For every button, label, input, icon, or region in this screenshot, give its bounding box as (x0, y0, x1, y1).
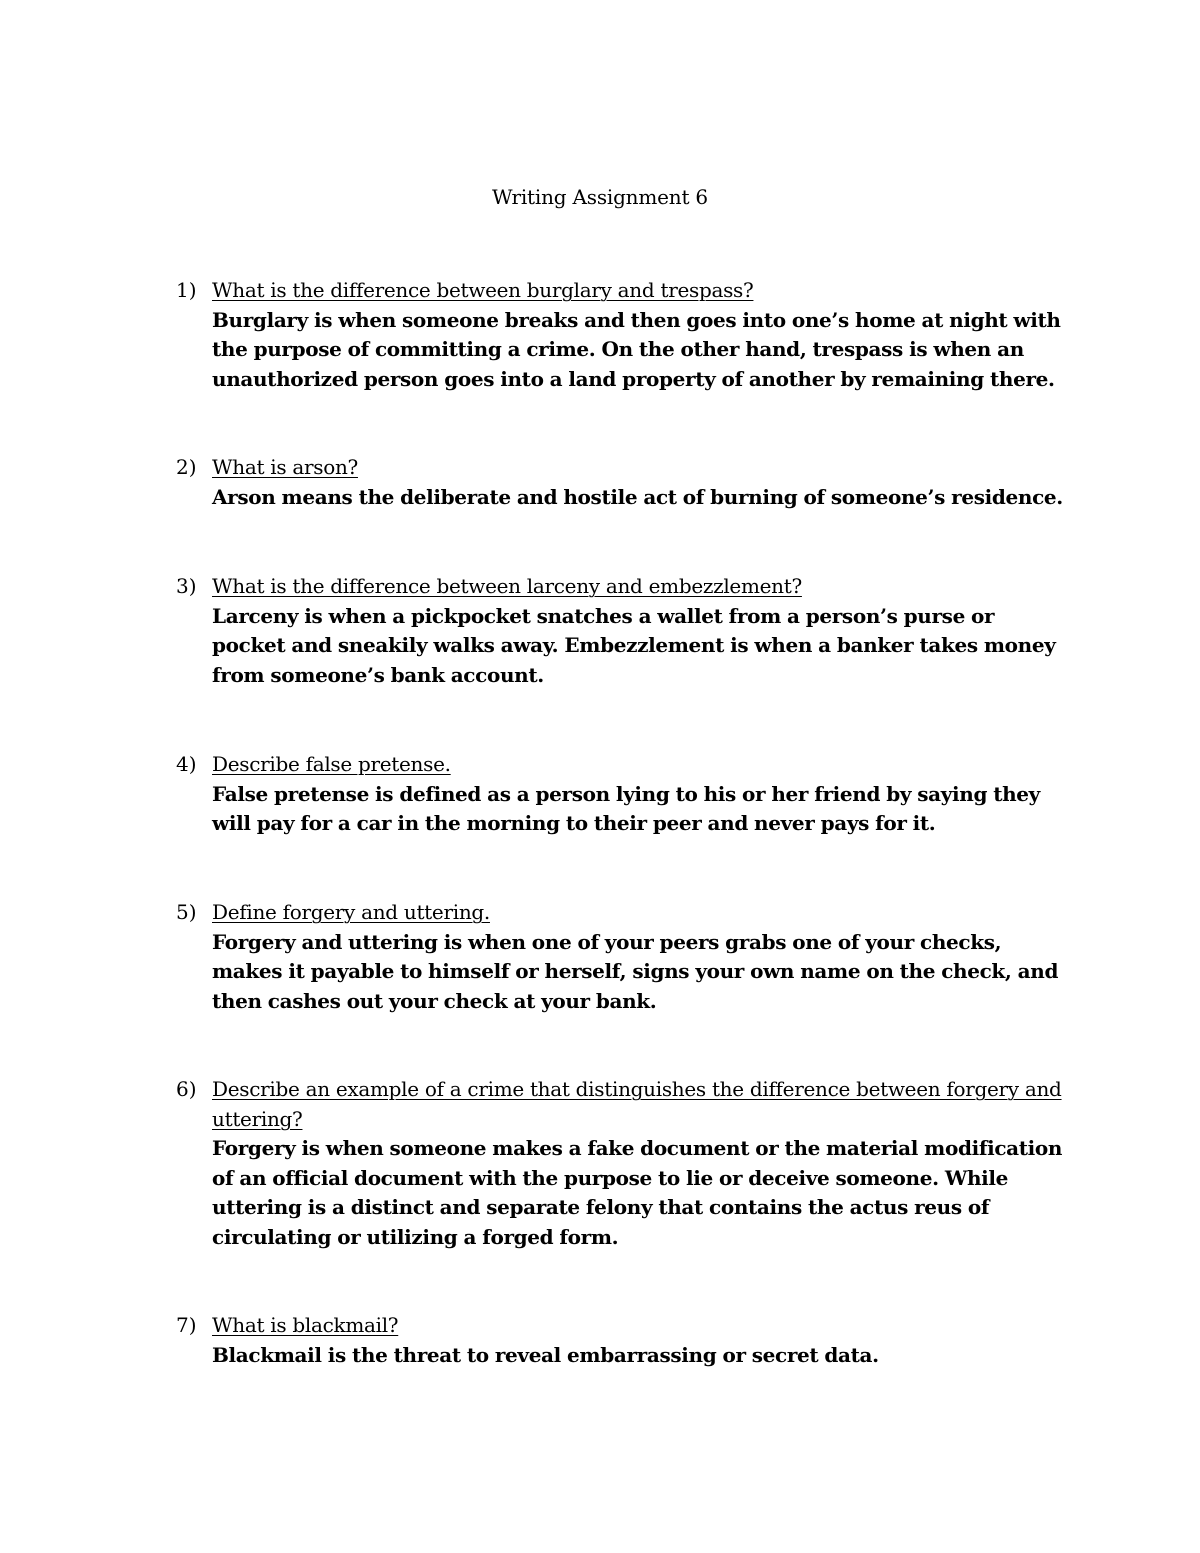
question-number: 4) (176, 752, 197, 776)
answer-text: Forgery is when someone makes a fake document or the material modification of an official document with the purpose to lie or deceive someone. While uttering is a distinct and separate felony that contains the actus reus of circulating or utilizing a forged form. (212, 1136, 1063, 1249)
question-text: What is the difference between larceny and embezzlement? (212, 574, 802, 598)
question-text: What is blackmail? (212, 1313, 399, 1337)
question-item-4 (176, 750, 1066, 839)
question-item-7 (176, 1311, 1066, 1370)
question-number: 2) (176, 455, 197, 479)
question-text: What is the difference between burglary and trespass? (212, 278, 754, 302)
question-number: 1) (176, 278, 197, 302)
question-item-6 (176, 1075, 1066, 1252)
question-text: Define forgery and uttering. (212, 900, 490, 924)
question-item-2 (176, 453, 1066, 512)
question-item-5 (176, 898, 1066, 1016)
question-number: 3) (176, 574, 197, 598)
answer-text: Burglary is when someone breaks and then goes into one’s home at night with the purpose of committing a crime. On the other hand, trespass is when an unauthorized person goes into a land property of another by remaining there. (212, 307, 1061, 391)
answer-text: Blackmail is the threat to reveal embarrassing or secret data. (212, 1342, 879, 1367)
question-text: What is arson? (212, 455, 358, 479)
question-text: Describe an example of a crime that distinguishes the difference between forgery and uttering? (212, 1077, 1062, 1131)
question-text: Describe false pretense. (212, 752, 451, 776)
question-item-1 (176, 276, 1066, 394)
question-number: 7) (176, 1313, 197, 1337)
answer-text: Larceny is when a pickpocket snatches a wallet from a person’s purse or pocket and sneakily walks away. Embezzlement is when a banker takes money from someone’s bank account. (212, 603, 1056, 687)
answer-text: Arson means the deliberate and hostile act of burning of someone’s residence. (212, 484, 1063, 509)
question-number: 6) (176, 1077, 197, 1101)
answer-text: Forgery and uttering is when one of your peers grabs one of your checks, makes it payable to himself or herself, signs your own name on the check, and then cashes out your check at your bank. (212, 929, 1059, 1013)
question-item-3 (176, 572, 1066, 690)
question-number: 5) (176, 900, 197, 924)
answer-text: False pretense is defined as a person lying to his or her friend by saying they will pay for a car in the morning to their peer and never pays for it. (212, 781, 1040, 835)
document-title: Writing Assignment 6 (492, 185, 708, 209)
